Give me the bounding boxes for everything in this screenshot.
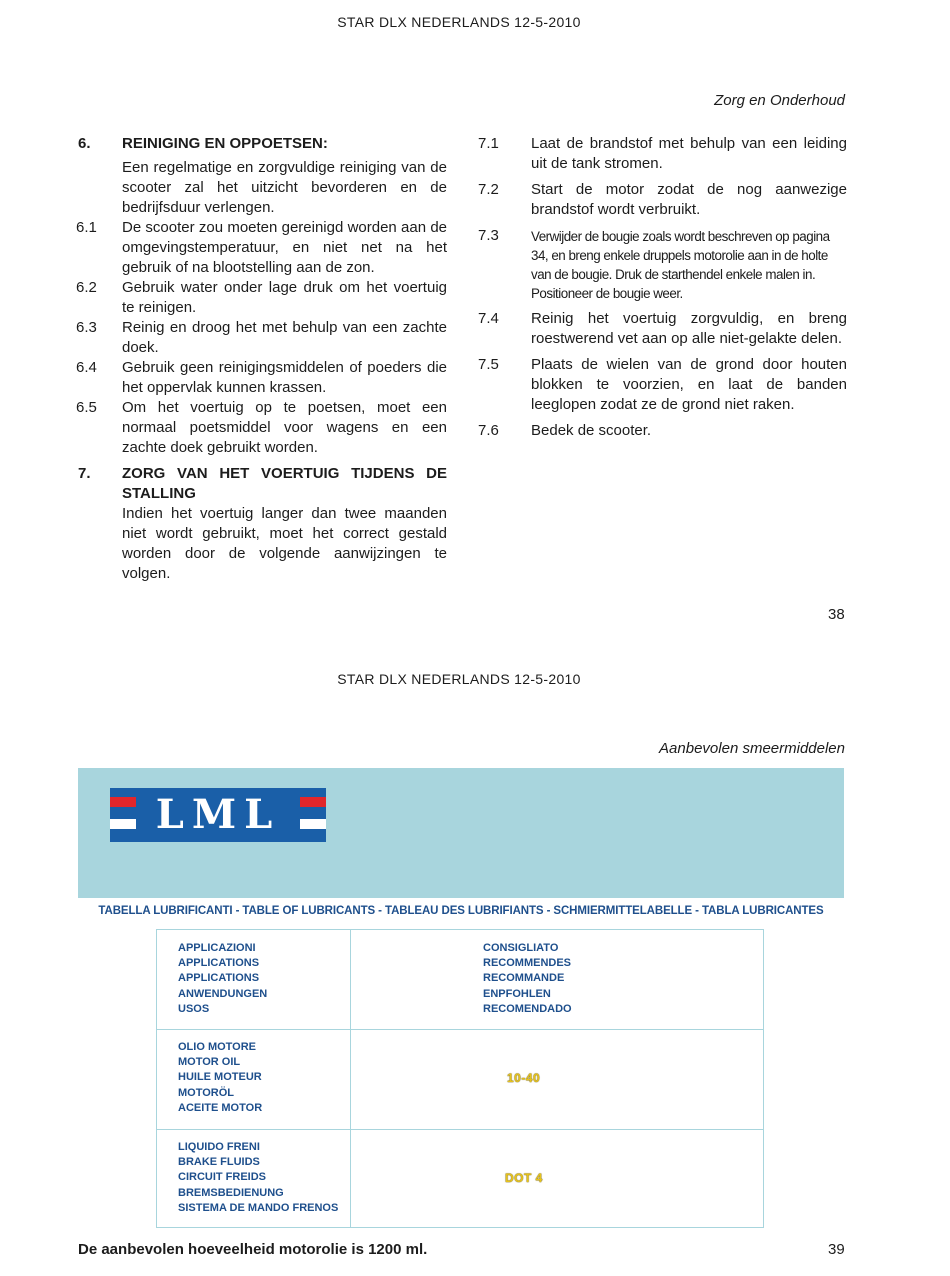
header-applications: APPLICAZIONI APPLICATIONS APPLICATIONS ANWENDUNGEN USOS	[178, 942, 268, 1015]
item-text: Reinig en droog het met behulp van een zachte doek.	[122, 319, 447, 356]
item-number: 6.5	[76, 399, 97, 416]
lubricant-table	[156, 929, 764, 1228]
page-number: 38	[828, 606, 845, 623]
list-item-6-4	[76, 358, 447, 398]
item-text: Plaats de wielen van de grond door houten blokken te voorzien, en laat de banden leeglopen zodat ze de grond niet raken.	[531, 356, 847, 413]
logo-wordmark: LML	[155, 791, 281, 838]
item-number: 7.4	[478, 310, 499, 327]
motor-oil-labels: OLIO MOTORE MOTOR OIL HUILE MOTEUR MOTORÖL ACEITE MOTOR	[178, 1041, 263, 1114]
section-7-heading	[76, 464, 447, 504]
item-number: 7.1	[478, 135, 499, 152]
list-item-7-6	[478, 421, 847, 441]
item-text: Laat de brandstof met behulp van een leiding uit de tank stromen.	[531, 135, 847, 172]
list-item-6-3	[76, 318, 447, 358]
section-6-number: 6.	[78, 135, 91, 152]
list-item-6-2	[76, 278, 447, 318]
table-row-motor-oil	[157, 1029, 763, 1130]
item-text: Om het voertuig op te poetsen, moet een normaal poetsmiddel voor wagens en een zachte doek gebruikt worden.	[122, 399, 447, 456]
table-header-row	[157, 930, 763, 1030]
item-number: 7.2	[478, 181, 499, 198]
header-recommended: CONSIGLIATO RECOMMENDES RECOMMANDE ENPFOHLEN RECOMENDADO	[483, 942, 572, 1015]
brake-fluid-labels: LIQUIDO FRENI BRAKE FLUIDS CIRCUIT FREIDS BREMSBEDIENUNG SISTEMA DE MANDO FRENOS	[178, 1141, 339, 1214]
section-6-intro: Een regelmatige en zorgvuldige reiniging van de scooter zal het uitzicht bevorderen en de bedrijfsduur verlengen.	[122, 159, 447, 216]
item-text: De scooter zou moeten gereinigd worden aan de omgevingstemperatuur, en niet net na het gebruik of na blootstelling aan de zon.	[122, 219, 447, 276]
list-item-7-1	[478, 134, 847, 174]
item-text: Bedek de scooter.	[531, 422, 652, 439]
section-title: Zorg en Onderhoud	[714, 92, 845, 109]
item-text: Start de motor zodat de nog aanwezige brandstof wordt verbruikt.	[531, 181, 847, 218]
item-number: 7.5	[478, 356, 499, 373]
list-item-7-4	[478, 309, 847, 349]
item-text: Verwijder de bougie zoals wordt beschreven op pagina 34, en breng enkele druppels motorolie aan in de holte van de bougie. Druk de starthendel enkele malen in. Positioneer de bougie weer.	[531, 229, 830, 301]
item-text: Gebruik water onder lage druk om het voertuig te reinigen.	[122, 279, 447, 316]
page-header: STAR DLX NEDERLANDS 12-5-2010	[337, 671, 581, 687]
page-number: 39	[828, 1241, 845, 1258]
item-number: 7.6	[478, 422, 499, 439]
section-title: Aanbevolen smeermiddelen	[659, 740, 845, 757]
brake-fluid-grade: DOT 4	[505, 1171, 543, 1185]
item-number: 7.3	[478, 227, 499, 244]
item-text: Gebruik geen reinigingsmiddelen of poeders die het oppervlak kunnen krassen.	[122, 359, 447, 396]
motor-oil-grade: 10-40	[507, 1071, 541, 1085]
lml-logo	[110, 788, 326, 842]
lubricant-table-title: TABELLA LUBRIFICANTI - TABLE OF LUBRICANTS - TABLEAU DES LUBRIFIANTS - SCHMIERMITTELABELLE - TABLA LUBRICANTES	[98, 905, 824, 917]
right-column	[478, 134, 847, 441]
list-item-6-5	[76, 398, 447, 458]
section-6-title: REINIGING EN OPPOETSEN:	[122, 135, 328, 152]
item-text: Reinig het voertuig zorgvuldig, en breng roestwerend vet aan op alle niet-gelakte delen.	[531, 310, 847, 347]
table-row-brake-fluid	[157, 1129, 763, 1227]
section-7-intro: Indien het voertuig langer dan twee maanden niet wordt gebruikt, moet het correct gestald worden door de volgende aanwijzingen te volgen.	[122, 505, 447, 582]
item-number: 6.2	[76, 279, 97, 296]
list-item-7-2	[478, 180, 847, 220]
item-number: 6.4	[76, 359, 97, 376]
oil-quantity-note: De aanbevolen hoeveelheid motorolie is 1200 ml.	[78, 1241, 428, 1258]
list-item-7-3	[478, 225, 847, 303]
list-item-6-1	[76, 218, 447, 278]
section-6-heading	[76, 134, 447, 154]
item-number: 6.3	[76, 319, 97, 336]
section-7-number: 7.	[78, 465, 91, 482]
page-header: STAR DLX NEDERLANDS 12-5-2010	[337, 14, 581, 30]
item-number: 6.1	[76, 219, 97, 236]
section-7-title: ZORG VAN HET VOERTUIG TIJDENS DE STALLING	[122, 465, 447, 502]
left-column	[76, 134, 447, 584]
brand-banner	[78, 768, 844, 898]
list-item-7-5	[478, 355, 847, 415]
